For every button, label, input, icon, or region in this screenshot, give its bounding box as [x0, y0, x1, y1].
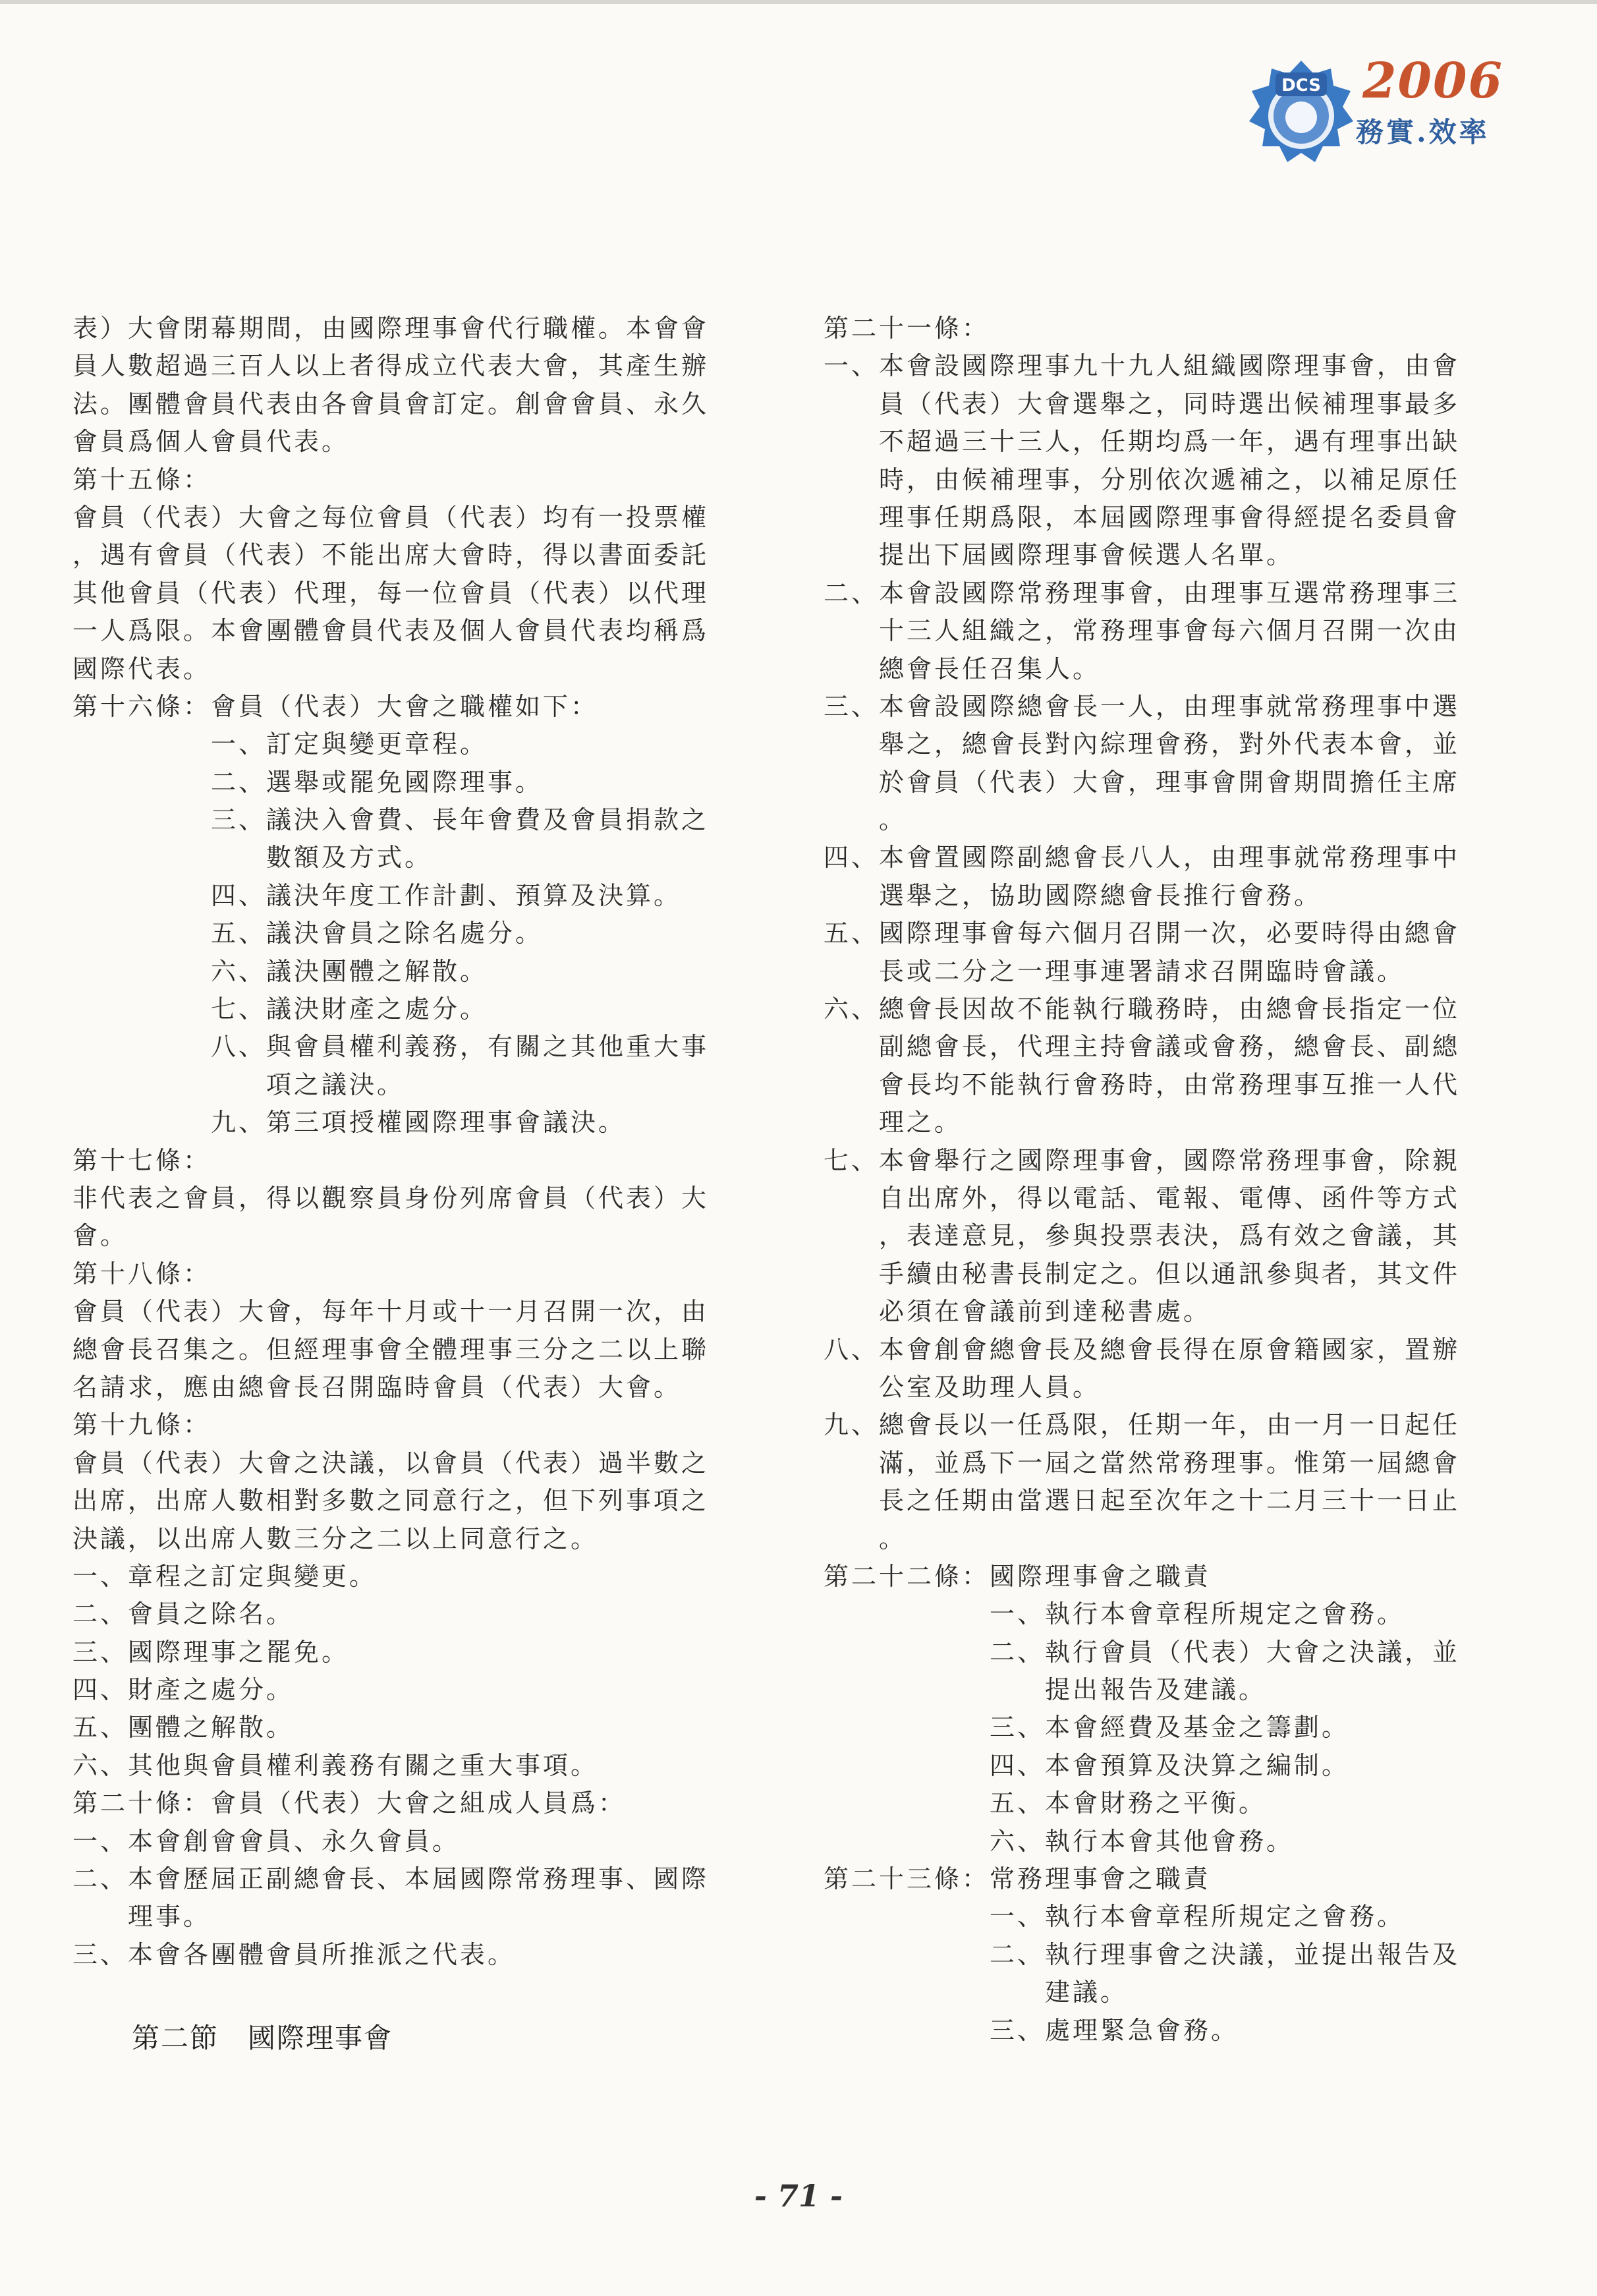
text-line: 時，由候補理事，分別依次遞補之，以補足原任: [879, 465, 1461, 494]
text-line: 第二十條：會員（代表）大會之組成人員爲：: [72, 1789, 627, 1818]
text-line: 項之議決。: [266, 1070, 405, 1099]
text-line: 出席，出席人數相對多數之同意行之，但下列事項之: [72, 1486, 710, 1516]
text-line: 數額及方式。: [266, 843, 433, 873]
text-line: 八、本會創會總會長及總會長得在原會籍國家，置辦: [824, 1335, 1461, 1364]
text-line: 八、與會員權利義務，有關之其他重大事: [211, 1032, 710, 1062]
text-line: 理事任期爲限，本屆國際理事會得經提名委員會: [879, 502, 1461, 532]
text-line: 第十九條：: [72, 1410, 211, 1440]
text-line: 五、國際理事會每六個月召開一次，必要時得由總會: [824, 919, 1461, 948]
text-line: 二、會員之除名。: [72, 1599, 294, 1629]
text-line: 非代表之會員，得以觀察員身份列席會員（代表）大: [72, 1183, 710, 1213]
text-line: 五、本會財務之平衡。: [990, 1789, 1267, 1818]
text-line: 員（代表）大會選舉之，同時選出候補理事最多: [879, 389, 1461, 418]
text-line: 必須在會議前到達秘書處。: [879, 1297, 1212, 1327]
text-line: 不超過三十三人，任期均爲一年，遇有理事出缺: [879, 427, 1461, 457]
text-line: 總會長召集之。但經理事會全體理事三分之二以上聯: [72, 1335, 710, 1364]
text-line: 長之任期由當選日起至次年之十二月三十一日止: [879, 1486, 1461, 1516]
text-line: 三、本會經費及基金之籌劃。: [990, 1713, 1350, 1742]
text-line: 五、議決會員之除名處分。: [211, 919, 544, 948]
text-line: 第十七條：: [72, 1145, 211, 1175]
text-line: 會員（代表）大會之每位會員（代表）均有一投票權: [72, 502, 710, 532]
text-line: 三、本會各團體會員所推派之代表。: [72, 1939, 516, 1969]
text-line: 四、財產之處分。: [72, 1675, 294, 1705]
text-line: 會。: [72, 1221, 128, 1251]
text-line: 理事。: [128, 1902, 211, 1932]
header-motto: 務實.效率: [1356, 116, 1490, 148]
text-line: 提出下屆國際理事會候選人名單。: [879, 540, 1295, 570]
text-line: 副總會長，代理主持會議或會務，總會長、副總: [879, 1032, 1461, 1062]
text-line: 總會長任召集人。: [879, 654, 1101, 683]
text-line: 第二十三條：常務理事會之職責: [824, 1864, 1212, 1894]
text-line: 國際代表。: [72, 654, 211, 683]
text-line: 。: [879, 805, 907, 835]
text-line: 二、本會歷屆正副總會長、本屆國際常務理事、國際: [72, 1864, 710, 1894]
text-line: 第二十二條：國際理事會之職責: [824, 1561, 1212, 1591]
text-line: 二、執行會員（代表）大會之決議，並: [990, 1637, 1461, 1667]
text-line: 十三人組織之，常務理事會每六個月召開一次由: [879, 616, 1461, 646]
top-rule: [0, 0, 1597, 4]
text-line: 五、團體之解散。: [72, 1713, 294, 1742]
text-line: 二、執行理事會之決議，並提出報告及: [990, 1939, 1461, 1969]
text-line: 第十八條：: [72, 1259, 211, 1288]
text-line: 其他會員（代表）代理，每一位會員（代表）以代理: [72, 578, 710, 608]
text-line: 六、其他與會員權利義務有關之重大事項。: [72, 1750, 599, 1780]
text-line: 手續由秘書長制定之。但以通訊參與者，其文件: [879, 1259, 1461, 1288]
text-line: 會員爲個人會員代表。: [72, 427, 350, 457]
text-line: 第十六條：會員（代表）大會之職權如下：: [72, 691, 599, 721]
text-line: ，遇有會員（代表）不能出席大會時，得以書面委託: [72, 540, 710, 570]
dcs-logo-icon: [1245, 58, 1357, 170]
text-line: 一、執行本會章程所規定之會務。: [990, 1599, 1405, 1629]
text-line: 會長均不能執行會務時，由常務理事互推一人代: [879, 1070, 1461, 1099]
text-line: 三、本會設國際總會長一人，由理事就常務理事中選: [824, 691, 1461, 721]
logo-text: DCS: [1281, 76, 1321, 96]
header-year: 2006: [1362, 53, 1503, 109]
text-line: 決議，以出席人數三分之二以上同意行之。: [72, 1524, 599, 1553]
text-line: 會員（代表）大會之決議，以會員（代表）過半數之: [72, 1448, 710, 1478]
text-line: 九、總會長以一任爲限，任期一年，由一月一日起任: [824, 1410, 1461, 1440]
left-column: [72, 310, 731, 1974]
text-line: 三、國際理事之罷免。: [72, 1637, 350, 1667]
text-line: 六、議決團體之解散。: [211, 956, 488, 986]
text-line: 四、議決年度工作計劃、預算及決算。: [211, 880, 682, 910]
text-line: 一、章程之訂定與變更。: [72, 1561, 378, 1591]
text-line: ，表達意見，參與投票表決，爲有效之會議，其: [879, 1221, 1461, 1251]
text-line: 四、本會置國際副總會長八人，由理事就常務理事中: [824, 843, 1461, 873]
text-line: 舉之，總會長對內綜理會務，對外代表本會，並: [879, 730, 1461, 759]
text-line: 二、選舉或罷免國際理事。: [211, 767, 544, 797]
page-number: - 71 -: [754, 2178, 843, 2214]
text-line: 二、本會設國際常務理事會，由理事互選常務理事三: [824, 578, 1461, 608]
text-line: 提出報告及建議。: [1045, 1675, 1267, 1705]
text-line: 一、訂定與變更章程。: [211, 730, 488, 759]
text-line: 一、本會設國際理事九十九人組織國際理事會，由會: [824, 351, 1461, 381]
text-line: 會員（代表）大會，每年十月或十一月召開一次，由: [72, 1297, 710, 1327]
text-line: 一人爲限。本會團體會員代表及個人會員代表均稱爲: [72, 616, 710, 646]
text-line: 長或二分之一理事連署請求召開臨時會議。: [879, 956, 1405, 986]
text-line: 滿，並爲下一屆之當然常務理事。惟第一屆總會: [879, 1448, 1461, 1478]
text-line: 表）大會閉幕期間，由國際理事會代行職權。本會會: [72, 314, 710, 343]
right-column: [824, 310, 1489, 2050]
text-line: 三、議決入會費、長年會費及會員捐款之: [211, 805, 710, 835]
text-line: 選舉之，協助國際總會長推行會務。: [879, 880, 1322, 910]
text-line: 自出席外，得以電話、電報、電傳、函件等方式: [879, 1183, 1461, 1213]
text-line: 於會員（代表）大會，理事會開會期間擔任主席: [879, 767, 1461, 797]
text-line: 第二十一條：: [824, 314, 990, 343]
text-line: 七、本會舉行之國際理事會，國際常務理事會，除親: [824, 1145, 1461, 1175]
text-line: 理之。: [879, 1108, 963, 1137]
text-line: 第十五條：: [72, 465, 211, 494]
text-line: 公室及助理人員。: [879, 1372, 1101, 1402]
text-line: 員人數超過三百人以上者得成立代表大會，其產生辦: [72, 351, 710, 381]
text-line: 六、執行本會其他會務。: [990, 1826, 1295, 1856]
text-line: 三、處理緊急會務。: [990, 2015, 1239, 2045]
text-line: 一、執行本會章程所規定之會務。: [990, 1902, 1405, 1932]
text-line: 九、第三項授權國際理事會議決。: [211, 1108, 627, 1137]
text-line: 四、本會預算及決算之編制。: [990, 1750, 1350, 1780]
text-line: 法。團體會員代表由各會員會訂定。創會會員、永久: [72, 389, 710, 418]
text-line: 。: [879, 1524, 907, 1553]
text-line: 建議。: [1045, 1978, 1129, 2007]
text-line: 名請求，應由總會長召開臨時會員（代表）大會。: [72, 1372, 682, 1402]
text-line: 六、總會長因故不能執行職務時，由總會長指定一位: [824, 994, 1461, 1024]
text-line: 七、議決財產之處分。: [211, 994, 488, 1024]
text-line: 一、本會創會會員、永久會員。: [72, 1826, 461, 1856]
section-heading: 第二節 國際理事會: [132, 2022, 393, 2054]
